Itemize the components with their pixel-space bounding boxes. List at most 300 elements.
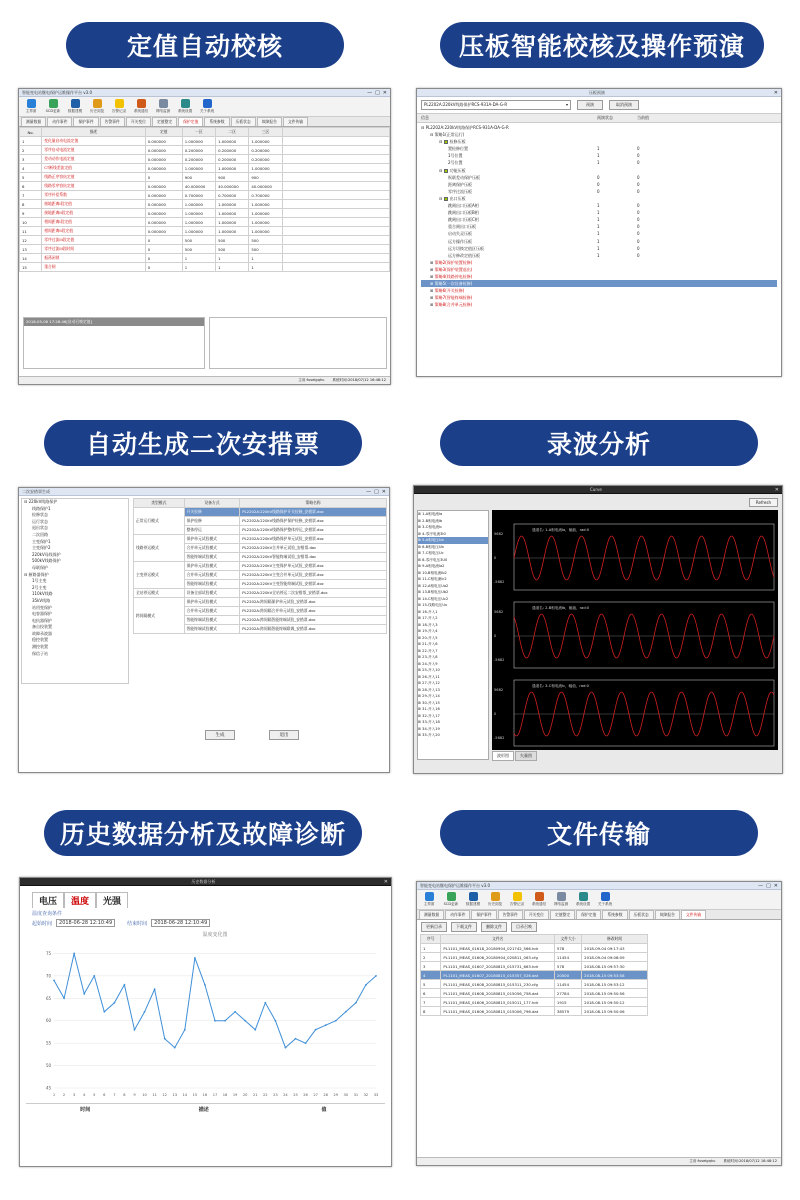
table-cell: 1 — [216, 254, 249, 263]
tree-label — [421, 280, 597, 287]
channel-item[interactable]: ⊞ 11-C相电流Ic2 — [418, 577, 447, 581]
channel-item[interactable]: ⊞ 21-开入6 — [418, 642, 438, 646]
channel-item[interactable]: ⊞ 2-B相电流Ib — [418, 518, 443, 523]
channel-item[interactable]: ⊞ 1-A相电流Ia — [418, 512, 443, 516]
table-row[interactable] — [20, 227, 390, 236]
tree-node[interactable]: 保信子站 — [32, 650, 48, 656]
table-cell: 6 — [421, 989, 441, 998]
tree-text: 策略7(智能终端检修) — [434, 295, 473, 301]
tab-vector[interactable]: 矢量图 — [515, 751, 537, 761]
device-select[interactable] — [421, 100, 571, 110]
tree-text: 跳闸出口压板C相 — [448, 217, 479, 223]
toolbar-button-8[interactable] — [575, 892, 591, 907]
x-tick-label: 10 — [142, 1093, 147, 1097]
close-icon[interactable]: ✕ — [774, 486, 779, 493]
close-icon[interactable]: ✕ — [773, 882, 778, 889]
history-window — [19, 877, 392, 1167]
toolbar-button-4[interactable] — [487, 892, 503, 907]
table-cell: 0.000000 — [145, 209, 182, 218]
table-cell: 1.000000 — [182, 227, 215, 236]
tree-node[interactable] — [421, 138, 777, 145]
tree-node[interactable]: ⊟ 断路器保护 — [24, 571, 49, 577]
table-cell: 500 — [216, 236, 249, 245]
mode-cell: 智能终端试验模式 — [184, 625, 240, 634]
preview-state: 1 — [597, 252, 600, 258]
tree-node[interactable]: 母联保护 — [32, 564, 48, 570]
channel-item[interactable]: ⊞ 12-A相电压Ua2 — [418, 583, 449, 588]
toolbar-button-7[interactable] — [553, 892, 569, 907]
channel-item[interactable]: ⊞ 5-A相电压Ua — [418, 537, 488, 544]
tree-node[interactable] — [421, 209, 777, 216]
toolbar-button-9[interactable] — [597, 892, 613, 907]
channel-item[interactable]: ⊞ 24-开入9 — [418, 661, 438, 666]
toolbar-button-1[interactable] — [421, 892, 437, 907]
channel-item[interactable]: ⊞ 35-开入20 — [418, 733, 440, 737]
table-row[interactable] — [20, 173, 390, 182]
maximize-icon[interactable]: □ — [766, 882, 771, 889]
tree-text: 1号位置 — [448, 153, 463, 159]
close-icon[interactable]: ✕ — [381, 488, 386, 495]
tab-2[interactable]: 动作事件 — [445, 910, 470, 919]
tree-text: 策略2(保护装置检修) — [434, 259, 473, 265]
preview-state: 1 — [597, 160, 600, 166]
tree-node[interactable]: 检修状态 — [32, 512, 48, 518]
tree-node[interactable]: 线路保护1 — [32, 505, 51, 511]
tree-label — [421, 301, 597, 308]
table-row[interactable] — [421, 989, 648, 998]
column-header: 文件大小 — [554, 935, 581, 944]
table-row[interactable] — [421, 1007, 648, 1016]
channel-item[interactable]: ⊞ 9-A相电流Ia2 — [418, 564, 445, 568]
tree-text: 功能压板 — [449, 167, 466, 173]
tree-node[interactable] — [421, 152, 777, 159]
tree-label — [421, 273, 597, 280]
tree-node[interactable]: 故障录波器 — [32, 630, 52, 636]
channel-item[interactable]: ⊞ 6-B相电压Ub — [418, 544, 444, 549]
table-row[interactable] — [20, 200, 390, 209]
y-tick-label: 75 — [46, 950, 52, 956]
tree-text: 出口压板 — [449, 195, 466, 201]
tab-7[interactable]: 保护定值 — [178, 117, 203, 126]
tab-7[interactable]: 保护定值 — [576, 910, 601, 919]
tree-node[interactable]: 500kV线路保护 — [32, 558, 61, 564]
toolbar-button-1[interactable] — [23, 99, 39, 114]
table-cell: 0.000000 — [145, 227, 182, 236]
channel-item[interactable]: ⊞ 14-C相电压Uc2 — [418, 596, 449, 601]
toolbar-button-3[interactable] — [67, 99, 83, 114]
table-cell: 1 — [20, 137, 42, 146]
toolbar-button-7[interactable] — [155, 99, 171, 114]
table-row[interactable] — [20, 164, 390, 173]
cancel-preview-button[interactable]: 取消预演 — [609, 100, 639, 110]
channel-item[interactable]: ⊞ 13-B相电压Ub2 — [418, 590, 449, 594]
tab-temperature[interactable]: 温度 — [64, 892, 96, 908]
table-row[interactable] — [20, 263, 390, 272]
table-cell: 1 — [182, 263, 215, 272]
channel-item[interactable]: ⊞ 34-开入19 — [418, 726, 440, 731]
tree-label — [421, 159, 597, 166]
maximize-icon[interactable]: □ — [374, 488, 379, 495]
table-cell: 1.000000 — [216, 137, 249, 146]
tree-label — [421, 174, 597, 181]
table-cell: PL1101_MEAS_01608_20180815_015311_230.cfg — [441, 980, 555, 989]
data-point — [264, 1002, 266, 1004]
table-row[interactable] — [20, 191, 390, 200]
table-row[interactable] — [421, 971, 648, 980]
table-cell: 1 — [249, 254, 282, 263]
window-titlebar — [19, 89, 390, 97]
toolbar-button-2[interactable] — [45, 99, 61, 114]
table-cell — [282, 191, 389, 200]
channel-item[interactable]: ⊞ 19-开入4 — [418, 629, 438, 633]
tree-label — [421, 152, 597, 159]
tree-node[interactable]: 稳控装置 — [32, 637, 48, 643]
window-titlebar — [19, 488, 389, 496]
col-time: 时间 — [80, 1107, 91, 1113]
tab-1[interactable]: 测量数据 — [21, 117, 46, 126]
checkbox-icon — [444, 140, 448, 144]
table-cell: 0 — [145, 173, 182, 182]
channel-item[interactable]: ⊞ 25-开入10 — [418, 668, 440, 672]
table-row[interactable] — [421, 944, 648, 953]
table-cell: 5 — [20, 173, 42, 182]
tree-text: 策略6(开关检修) — [434, 288, 465, 294]
tab-voltage[interactable]: 电压 — [32, 892, 64, 908]
tree-node[interactable] — [421, 273, 777, 280]
table-cell: 2018-08-15 09:53:12 — [582, 980, 648, 989]
history-table-header — [26, 1103, 385, 1113]
tree-node[interactable] — [421, 131, 777, 138]
channel-item[interactable]: ⊞ 15-线路电压Ux — [418, 603, 448, 607]
tab-4[interactable]: 告警事件 — [100, 117, 125, 126]
table-cell: 1.000000 — [182, 137, 215, 146]
expand-icon: ⊟ — [430, 132, 435, 138]
close-icon[interactable]: ✕ — [382, 89, 387, 96]
table-cell: 1 — [421, 944, 441, 953]
tree-node[interactable] — [421, 145, 777, 152]
tab-6[interactable]: 定值整定 — [550, 910, 575, 919]
x-tick-label: 32 — [363, 1093, 369, 1097]
tree-node[interactable]: 主变保护1 — [32, 538, 51, 544]
channel-item[interactable]: ⊞ 20-开入5 — [418, 635, 438, 640]
exit-button[interactable]: 退出 — [269, 730, 299, 740]
tree-text: 策略1(正常运行) — [434, 132, 465, 138]
preview-button[interactable]: 预演 — [577, 100, 603, 110]
data-point — [234, 1011, 236, 1013]
table-row[interactable] — [20, 254, 390, 263]
file-action-button-4[interactable]: 目录召唤 — [511, 922, 537, 932]
toolbar-button-3[interactable] — [465, 892, 481, 907]
strategy-cell: PL2202A:220kV智能终端试验_安措票.doc — [240, 553, 387, 562]
table-row[interactable] — [134, 562, 387, 571]
table-cell: 6 — [20, 182, 42, 191]
home-icon — [425, 892, 434, 901]
tree-node[interactable]: 运行状态 — [32, 518, 48, 524]
table-cell: 0 — [145, 236, 182, 245]
status-time: 系统时间:2018/07/12 16:48:12 — [723, 1159, 777, 1163]
toolbar-button-4[interactable] — [89, 99, 105, 114]
table-row[interactable] — [20, 209, 390, 218]
table-cell: 3 — [20, 155, 42, 164]
tab-8[interactable]: 系统参数 — [204, 117, 229, 126]
toolbar-button-5[interactable] — [111, 99, 127, 114]
table-cell: 38579 — [554, 1007, 581, 1016]
table-row[interactable] — [134, 508, 387, 517]
tree-label — [421, 181, 597, 188]
wave-tabs — [492, 751, 537, 761]
tree-node[interactable] — [421, 167, 777, 174]
file-action-button-3[interactable]: 删除文件 — [481, 922, 507, 932]
table-cell: 12 — [20, 236, 42, 245]
channel-item[interactable]: ⊞ 32-开入17 — [418, 713, 440, 718]
start-time-input[interactable]: 2018-06-28 12:10:49 — [56, 919, 115, 927]
strategy-cell: PL2202A:跨间隔智能终端试验_安措票.doc — [240, 616, 387, 625]
strategy-cell: PL2202A:跨间隔保护单元试验_安措票.doc — [240, 598, 387, 607]
channel-item[interactable]: ⊞ 30-开入15 — [418, 700, 440, 705]
table-row[interactable] — [20, 218, 390, 227]
tree-node[interactable] — [421, 174, 777, 181]
tab-2[interactable]: 动作事件 — [47, 117, 72, 126]
tab-6[interactable]: 定值整定 — [152, 117, 177, 126]
y-tick-label: 65 — [46, 995, 52, 1001]
table-cell: 7 — [421, 998, 441, 1007]
table-row[interactable] — [20, 155, 390, 164]
toolbar-label: 系统设置 — [575, 902, 591, 906]
table-cell: 0.700000 — [216, 191, 249, 200]
tree-node[interactable] — [421, 230, 777, 237]
y-tick-label: 60 — [46, 1018, 52, 1024]
tree-node[interactable]: 站用变保护 — [32, 604, 52, 610]
table-cell: 2018-08-15 09:57:30 — [582, 962, 648, 971]
tab-9[interactable]: 压板状态 — [629, 910, 654, 919]
channel-item[interactable]: ⊞ 10-B相电流Ib2 — [418, 570, 447, 575]
close-icon[interactable]: ✕ — [773, 89, 778, 96]
channel-item[interactable]: ⊞ 31-开入16 — [418, 707, 440, 711]
tree-node[interactable]: 1号主变 — [32, 578, 47, 584]
tree-node[interactable] — [421, 202, 777, 209]
tree-node[interactable] — [421, 124, 777, 131]
table-cell: 0.000000 — [145, 218, 182, 227]
table-cell — [282, 263, 389, 272]
channel-item[interactable]: ⊞ 7-C相电压Uc — [418, 551, 444, 555]
table-cell: 0.200000 — [216, 155, 249, 164]
channel-item[interactable]: ⊞ 27-开入12 — [418, 681, 440, 685]
tree-header — [417, 114, 781, 123]
toolbar-label: SCD更新 — [45, 109, 61, 113]
x-tick-label: 16 — [202, 1093, 208, 1097]
table-cell: 1 — [216, 263, 249, 272]
table-row[interactable] — [421, 980, 648, 989]
tab-light[interactable]: 光强 — [96, 892, 128, 908]
tree-node[interactable] — [421, 238, 777, 245]
tree-node[interactable] — [421, 245, 777, 252]
tab-5[interactable]: 开关变位 — [524, 910, 549, 919]
main-toolbar — [19, 97, 390, 117]
channel-item[interactable]: ⊞ 16-开入1 — [418, 609, 438, 614]
tree-node[interactable]: 110kV线路 — [32, 591, 53, 597]
temperature-chart — [26, 926, 386, 1102]
toolbar-button-8[interactable] — [177, 99, 193, 114]
table-cell: 40.000000 — [249, 182, 282, 191]
tab-5[interactable]: 开关变位 — [126, 117, 151, 126]
preview-state — [597, 195, 637, 202]
channel-item[interactable]: ⊞ 29-开入14 — [418, 694, 440, 698]
status-bar — [19, 376, 390, 384]
alarm-icon — [513, 892, 522, 901]
generate-button[interactable]: 生成 — [205, 730, 235, 740]
tab-1[interactable]: 测量数据 — [419, 910, 444, 919]
tree-node[interactable] — [421, 195, 777, 202]
table-row[interactable] — [134, 589, 387, 598]
data-model-icon — [71, 99, 80, 108]
table-cell: PL1101_MEAS_01608_20180815_015056_758.dat — [441, 989, 555, 998]
group-cell: 全站停运模式 — [134, 589, 185, 598]
minimize-icon[interactable]: — — [367, 89, 373, 96]
column-header: 修改时间 — [582, 935, 648, 944]
tab-3[interactable]: 保护事件 — [471, 910, 496, 919]
channel-item[interactable]: ⊞ 28-开入13 — [418, 687, 440, 692]
tab-9[interactable]: 压板状态 — [231, 117, 256, 126]
toolbar-button-6[interactable] — [531, 892, 547, 907]
table-cell: 1.000000 — [249, 227, 282, 236]
tree-text: 策略4(线路停电检修) — [434, 273, 473, 279]
table-cell: 相间距离II段定值 — [42, 227, 146, 236]
tree-node[interactable]: ⊟ 220kV线路保护 — [24, 499, 58, 504]
tree-node[interactable]: 电容器保护 — [32, 611, 52, 617]
tab-waveform[interactable]: 波形图 — [492, 751, 514, 761]
minimize-icon[interactable]: — — [758, 882, 764, 889]
x-tick-label: 19 — [232, 1093, 238, 1097]
file-action-button-1[interactable]: 更新目录 — [421, 922, 447, 932]
channel-item[interactable]: ⊞ 33-开入18 — [418, 720, 440, 724]
channel-item[interactable]: ⊞ 23-开入8 — [418, 655, 438, 659]
tree-node[interactable] — [421, 252, 777, 259]
window-title: 智能变电站继电保护运维操作平台 v3.0 — [420, 882, 490, 888]
log-panel — [23, 317, 205, 369]
maximize-icon[interactable]: □ — [375, 89, 380, 96]
tree-node[interactable] — [421, 280, 777, 287]
strategy-panel — [133, 498, 387, 684]
tree-node[interactable] — [421, 294, 777, 301]
refresh-button[interactable]: Refresh — [749, 498, 778, 507]
channel-item[interactable]: ⊞ 4-零序电流3I0 — [418, 531, 446, 536]
tab-3[interactable]: 保护事件 — [73, 117, 98, 126]
tree-node[interactable] — [421, 216, 777, 223]
data-point — [285, 1047, 287, 1049]
table-row[interactable] — [20, 236, 390, 245]
tab-11[interactable]: 文件传输 — [283, 117, 308, 126]
group-cell: 正常运行模式 — [134, 508, 185, 535]
table-row[interactable] — [134, 535, 387, 544]
current-value: 0 — [637, 252, 640, 258]
mode-cell: 开关检修 — [184, 508, 240, 517]
tree-node[interactable]: 电抗器保护 — [32, 617, 52, 623]
tab-8[interactable]: 系统参数 — [602, 910, 627, 919]
channel-item[interactable]: ⊞ 17-开入2 — [418, 616, 438, 620]
tree-text: 远方切换定值区压板 — [448, 245, 484, 251]
table-cell: 1 — [182, 254, 215, 263]
toolbar-button-5[interactable] — [509, 892, 525, 907]
table-cell: 1915 — [554, 998, 581, 1007]
table-row[interactable] — [134, 598, 387, 607]
tree-node[interactable]: 退出状态 — [32, 525, 48, 531]
table-cell: PL1101_MEAS_01618_20180904_021742_566.hdr — [441, 944, 555, 953]
tree-node[interactable]: 二次回路 — [32, 531, 48, 537]
tree-node[interactable]: 35kV线路 — [32, 597, 51, 603]
close-icon[interactable]: ✕ — [383, 878, 388, 885]
tab-10[interactable]: 故障报告 — [257, 117, 282, 126]
preview-state: 1 — [597, 231, 600, 237]
tree-node[interactable] — [421, 188, 777, 195]
table-cell: 0.000000 — [145, 146, 182, 155]
table-row[interactable] — [20, 245, 390, 254]
tab-11[interactable]: 文件传输 — [681, 910, 706, 919]
tab-4[interactable]: 告警事件 — [498, 910, 523, 919]
tree-node[interactable] — [421, 223, 777, 230]
table-row[interactable] — [421, 953, 648, 962]
table-cell: 13 — [20, 245, 42, 254]
col-info: 信息 — [421, 115, 429, 120]
preview-state: 0 — [597, 188, 600, 194]
mode-cell: 合并单元试验模式 — [184, 544, 240, 553]
current-value: 0 — [637, 238, 640, 244]
channel-item[interactable]: ⊞ 26-开入11 — [418, 674, 440, 679]
tree-text: 策略5(一次设备检修) — [434, 281, 473, 287]
channel-item[interactable]: ⊞ 3-C相电流Ic — [418, 525, 443, 529]
tree-node[interactable]: 220kV母线保护 — [32, 551, 61, 557]
table-cell: CT断线差流定值 — [42, 164, 146, 173]
table-cell: 线路零序容抗定值 — [42, 182, 146, 191]
tree-node[interactable] — [421, 266, 777, 273]
data-point — [164, 1038, 166, 1040]
table-row[interactable] — [20, 182, 390, 191]
tree-node[interactable]: 主变保护2 — [32, 545, 51, 551]
tree-node[interactable]: 备自投装置 — [32, 624, 52, 630]
window-titlebar — [417, 882, 781, 890]
tree-text: 策略3(保护装置退出) — [434, 266, 473, 272]
channel-item[interactable]: ⊞ 22-开入7 — [418, 648, 438, 653]
tree-node[interactable] — [421, 259, 777, 266]
expand-icon: ⊟ — [439, 139, 444, 145]
current-value: 0 — [637, 153, 640, 159]
tree-node[interactable] — [421, 159, 777, 166]
tree-node[interactable]: 2号主变 — [32, 584, 47, 590]
tree-node[interactable]: 测控装置 — [32, 644, 48, 650]
table-row[interactable] — [421, 998, 648, 1007]
tree-node[interactable] — [421, 301, 777, 308]
window-titlebar — [414, 486, 782, 494]
table-cell — [282, 137, 389, 146]
end-time-input[interactable]: 2018-06-28 12:10:49 — [151, 919, 210, 927]
channel-item[interactable]: ⊞ 18-开入3 — [418, 622, 438, 627]
table-row[interactable] — [20, 137, 390, 146]
table-row[interactable] — [20, 146, 390, 155]
file-action-button-2[interactable]: 下载文件 — [451, 922, 477, 932]
tab-10[interactable]: 故障报告 — [655, 910, 680, 919]
table-row[interactable] — [421, 962, 648, 971]
table-cell — [282, 173, 389, 182]
minimize-icon[interactable]: — — [366, 488, 372, 495]
table-cell: 4 — [421, 971, 441, 980]
toolbar-button-2[interactable] — [443, 892, 459, 907]
toolbar-button-9[interactable] — [199, 99, 215, 114]
channel-item[interactable]: ⊞ 8-零序电压3U0 — [418, 557, 448, 562]
tree-node[interactable] — [421, 181, 777, 188]
x-tick-label: 14 — [182, 1093, 188, 1097]
tree-node[interactable] — [421, 287, 777, 294]
toolbar-button-6[interactable] — [133, 99, 149, 114]
table-cell — [282, 227, 389, 236]
